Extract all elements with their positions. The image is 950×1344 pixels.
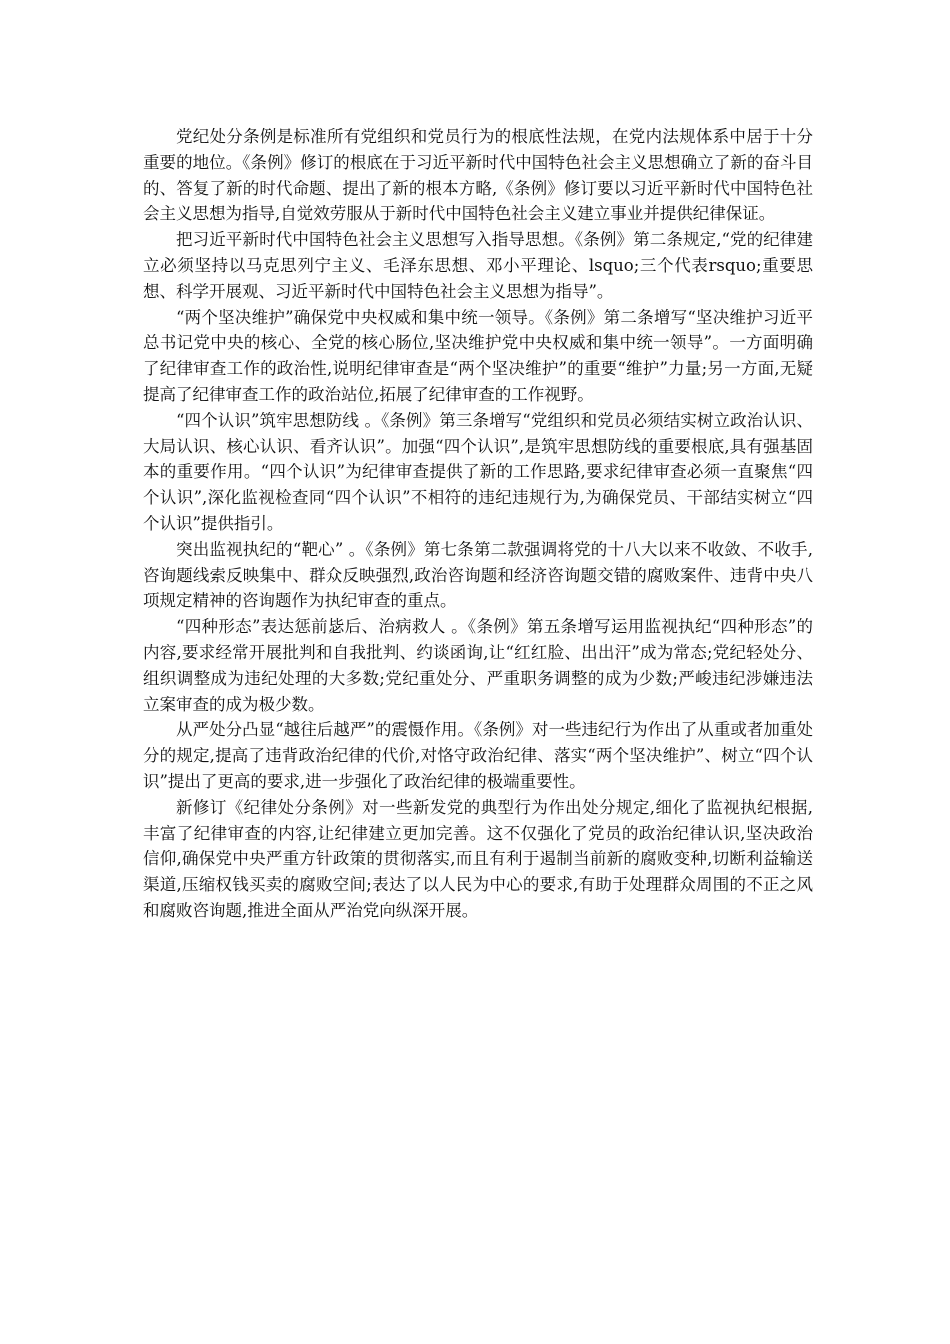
paragraph-1: 党纪处分条例是标准所有党组织和党员行为的根底性法规，在党内法规体系中居于十分重要的地位。《条例》修订的根底在于习近平新时代中国特色社会主义思想确立了新的奋斗目的、答复了新的时代命题、提出了新的根本方略,《条例》修订要以习近平新时代中国特色社会主义思想为指导,自觉效劳服从于新时代中国特色社会主义建立事业并提供纪律保证。 — [143, 127, 813, 224]
paragraph-5: 突出监视执纪的“靶心” 。《条例》第七条第二款强调将党的十八大以来不收敛、不收手,咨询题线索反映集中、群众反映强烈,政治咨询题和经济咨询题交错的腐败案件、违背中央八项规定精神的咨询题作为执纪审查的重点。 — [143, 539, 813, 611]
document-body — [143, 124, 813, 924]
paragraph-8: 新修订《纪律处分条例》对一些新发党的典型行为作出处分规定,细化了监视执纪根据,丰富了纪律审查的内容,让纪律建立更加完善。这不仅强化了党员的政治纪律认识,坚决政治信仰,确保党中央严重方针政策的贯彻落实,而且有利于遏制当前新的腐败变种,切断利益输送渠道,压缩权钱买卖的腐败空间;表达了以人民为中心的要求,有助于处理群众周围的不正之风和腐败咨询题,推进全面从严治党向纵深开展。 — [143, 797, 813, 920]
paragraph-6: “四种形态”表达惩前毖后、治病救人 。《条例》第五条增写运用监视执纪“四种形态”的内容,要求经常开展批判和自我批判、约谈函询,让“红红脸、出出汗”成为常态;党纪轻处分、组织调整成为违纪处理的大多数;党纪重处分、严重职务调整的成为少数;严峻违纪涉嫌违法立案审查的成为极少数。 — [143, 617, 813, 714]
paragraph-7: 从严处分凸显“越往后越严”的震慑作用。《条例》对一些违纪行为作出了从重或者加重处分的规定,提高了违背政治纪律的代价,对恪守政治纪律、落实“两个坚决维护”、树立“四个认识”提出了更高的要求,进一步强化了政治纪律的极端重要性。 — [143, 720, 813, 791]
paragraph-2: 把习近平新时代中国特色社会主义思想写入指导思想。《条例》第二条规定,“党的纪律建立必须坚持以马克思列宁主义、毛泽东思想、邓小平理论、lsquo;三个代表rsquo;重要思想、科学开展观、习近平新时代中国特色社会主义思想为指导”。 — [143, 230, 813, 301]
paragraph-4: “四个认识”筑牢思想防线 。《条例》第三条增写“党组织和党员必须结实树立政治认识、大局认识、核心认识、看齐认识”。加强“四个认识”,是筑牢思想防线的重要根底,具有强基固本的重要作用。“四个认识”为纪律审查提供了新的工作思路,要求纪律审查必须一直聚焦“四个认识”,深化监视检查同“四个认识”不相符的违纪违规行为,为确保党员、干部结实树立“四个认识”提供指引。 — [143, 410, 813, 533]
paragraph-3: “两个坚决维护”确保党中央权威和集中统一领导。《条例》第二条增写“坚决维护习近平总书记党中央的核心、全党的核心肠位,坚决维护党中央权威和集中统一领导”。一方面明确了纪律审查工作的政治性,说明纪律审查是“两个坚决维护”的重要“维护”力量;另一方面,无疑提高了纪律审查工作的政治站位,拓展了纪律审查的工作视野。 — [143, 307, 813, 404]
